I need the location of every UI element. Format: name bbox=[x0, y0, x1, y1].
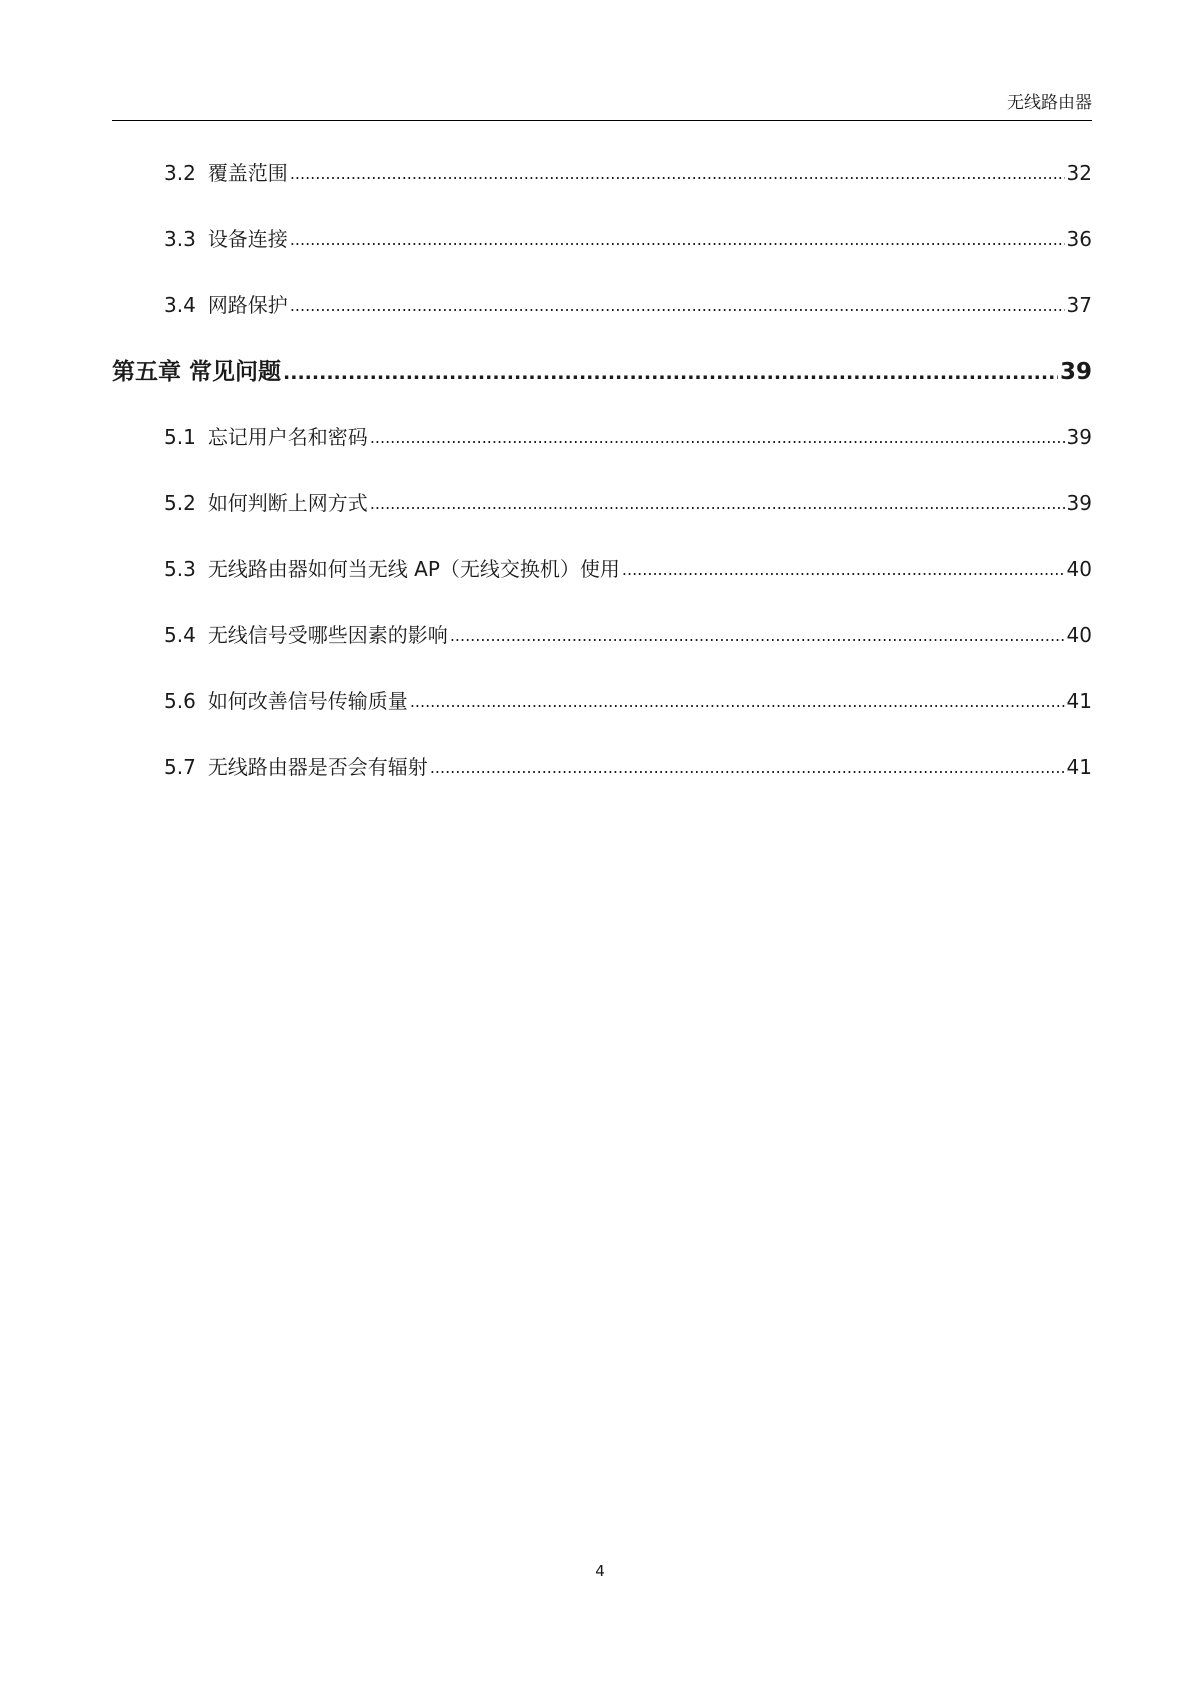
toc-entry-number: 5.2 bbox=[164, 491, 196, 515]
page-number: 4 bbox=[595, 1562, 605, 1580]
toc-entry-title: 如何判断上网方式 bbox=[207, 491, 368, 515]
toc-entry-title: 无线信号受哪些因素的影响 bbox=[207, 623, 448, 647]
toc-entry-page: 39 bbox=[1066, 425, 1092, 449]
toc-entry-5-7[interactable] bbox=[112, 754, 1092, 780]
toc-entry-number: 5.3 bbox=[164, 557, 196, 581]
toc-entry-page: 40 bbox=[1066, 623, 1092, 647]
toc-dot-leader bbox=[290, 292, 1065, 318]
toc-entry-page: 37 bbox=[1066, 293, 1092, 317]
header-divider bbox=[112, 120, 1092, 121]
toc-chapter-page: 39 bbox=[1059, 359, 1092, 385]
toc-entry-number: 3.4 bbox=[164, 293, 196, 317]
toc-entry-number: 5.4 bbox=[164, 623, 196, 647]
toc-entry-page: 39 bbox=[1066, 491, 1092, 515]
toc-entry-title: 覆盖范围 bbox=[207, 161, 288, 185]
toc-dot-leader bbox=[290, 160, 1065, 186]
toc-entry-page: 41 bbox=[1066, 755, 1092, 779]
toc-dot-leader bbox=[370, 490, 1065, 516]
toc-entry-title: 网路保护 bbox=[207, 293, 288, 317]
toc-entry-3-3[interactable] bbox=[112, 226, 1092, 252]
toc-entry-page: 32 bbox=[1066, 161, 1092, 185]
header-title: 无线路由器 bbox=[1007, 93, 1092, 113]
table-of-contents bbox=[112, 160, 1092, 820]
toc-entry-5-1[interactable] bbox=[112, 424, 1092, 450]
toc-entry-title: 忘记用户名和密码 bbox=[207, 425, 368, 449]
toc-entry-3-4[interactable] bbox=[112, 292, 1092, 318]
toc-entry-title: 无线路由器如何当无线 AP（无线交换机）使用 bbox=[207, 557, 620, 581]
toc-entry-5-6[interactable] bbox=[112, 688, 1092, 714]
toc-entry-5-2[interactable] bbox=[112, 490, 1092, 516]
toc-entry-title: 设备连接 bbox=[207, 227, 288, 251]
toc-chapter-5[interactable] bbox=[112, 358, 1092, 386]
toc-entry-title: 如何改善信号传输质量 bbox=[207, 689, 408, 713]
toc-dot-leader bbox=[370, 424, 1065, 450]
toc-entry-number: 5.6 bbox=[164, 689, 196, 713]
toc-entry-5-4[interactable] bbox=[112, 622, 1092, 648]
toc-dot-leader bbox=[290, 226, 1065, 252]
toc-dot-leader bbox=[622, 556, 1065, 582]
toc-dot-leader bbox=[410, 688, 1065, 714]
toc-entry-number: 3.3 bbox=[164, 227, 196, 251]
toc-entry-page: 40 bbox=[1066, 557, 1092, 581]
toc-chapter-title: 第五章 常见问题 bbox=[112, 359, 282, 385]
toc-entry-title: 无线路由器是否会有辐射 bbox=[207, 755, 428, 779]
toc-entry-page: 41 bbox=[1066, 689, 1092, 713]
toc-entry-number: 5.7 bbox=[164, 755, 196, 779]
toc-entry-3-2[interactable] bbox=[112, 160, 1092, 186]
toc-entry-5-3[interactable] bbox=[112, 556, 1092, 582]
toc-dot-leader bbox=[450, 622, 1065, 648]
toc-entry-number: 3.2 bbox=[164, 161, 196, 185]
toc-dot-leader bbox=[283, 358, 1058, 386]
toc-dot-leader bbox=[430, 754, 1065, 780]
toc-entry-number: 5.1 bbox=[164, 425, 196, 449]
toc-entry-page: 36 bbox=[1066, 227, 1092, 251]
